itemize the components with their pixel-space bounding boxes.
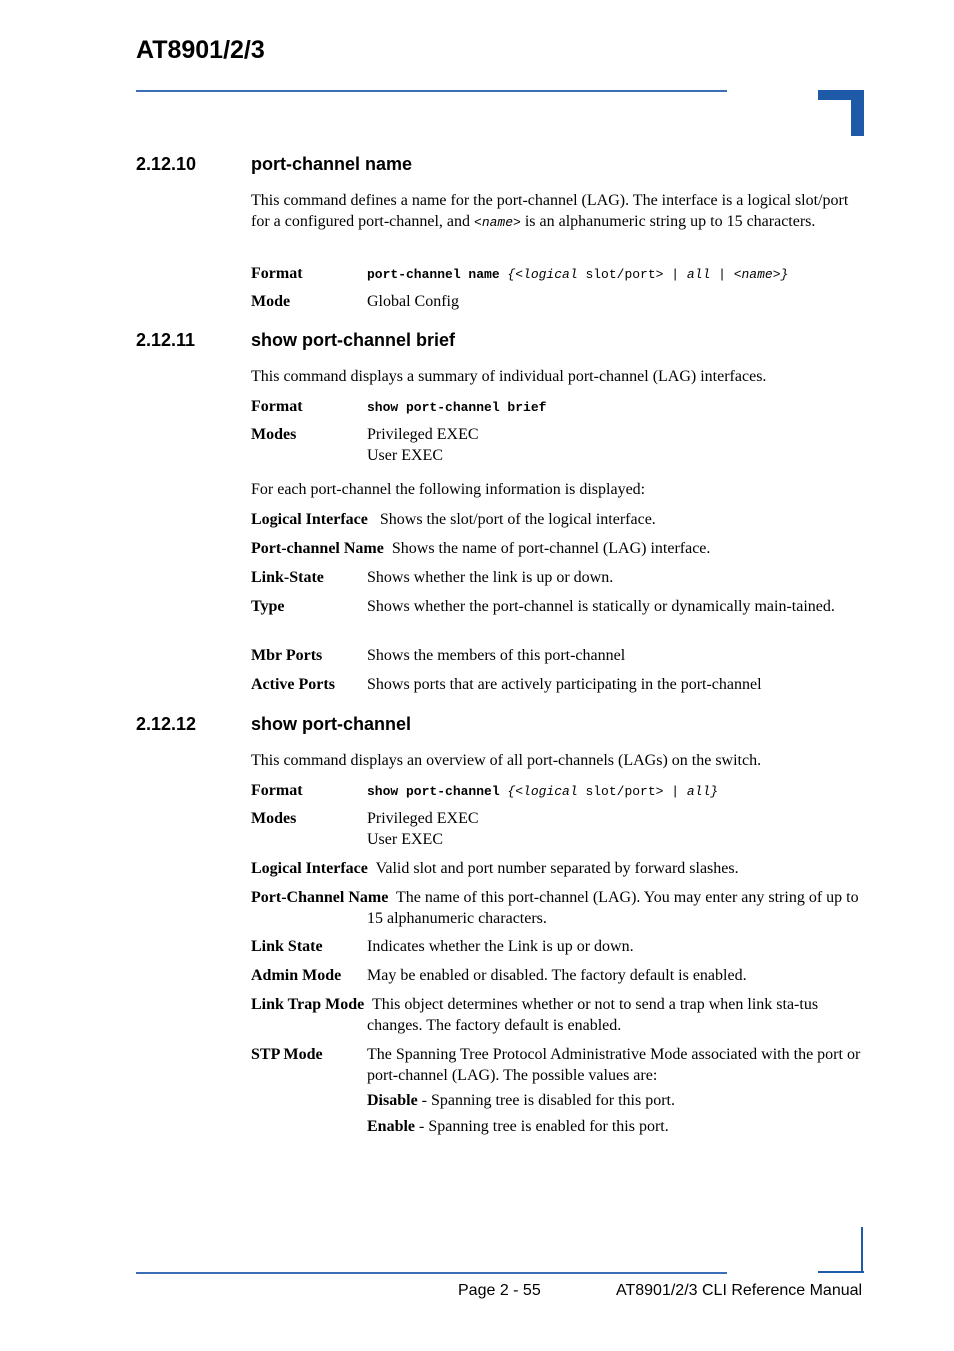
stp-value-disable [251, 1090, 863, 1111]
section-title: show port-channel brief [251, 330, 456, 350]
field-port-channel-name [251, 538, 863, 559]
mode-value: Global Config [367, 293, 459, 310]
field-term: Link State [251, 938, 323, 955]
document-title: AT8901/2/3 [136, 36, 265, 64]
intro-text: This command defines a name for the port-channel (LAG). The interface is a logical slot/port for a configured port-channel, and [251, 192, 849, 230]
stp-value-desc: - Spanning tree is enabled for this port. [415, 1118, 669, 1135]
field-active-ports [251, 674, 863, 695]
field-desc: Shows whether the link is up or down. [367, 569, 614, 586]
corner-mark-bottom [861, 1227, 863, 1273]
mode-privileged-exec: Privileged EXEC [367, 426, 479, 443]
field-desc: Shows the name of port-channel (LAG) interface. [391, 540, 711, 557]
field-logical-interface [251, 858, 863, 879]
footer-rule [136, 1272, 727, 1274]
field-admin-mode [251, 965, 863, 986]
mode-user-exec: User EXEC [367, 831, 443, 848]
header-rule [136, 90, 727, 92]
field-stp-mode [251, 1044, 863, 1086]
field-link-state [251, 567, 863, 588]
manual-title: AT8901/2/3 CLI Reference Manual [616, 1282, 863, 1299]
format-syntax: port-channel name {<logical slot/port> | all | <name>} [367, 267, 789, 282]
field-term: Port-Channel Name [251, 889, 389, 906]
field-desc: Shows whether the port-channel is statically or dynamically main-tained. [367, 598, 835, 615]
section-intro [251, 190, 863, 233]
stp-value-desc: - Spanning tree is disabled for this port. [417, 1092, 675, 1109]
field-desc: The name of this port-channel (LAG). You may enter any string of up to 15 alphanumeric characters. [367, 889, 859, 927]
field-term: STP Mode [251, 1046, 323, 1063]
format-row [251, 263, 863, 285]
section-title: port-channel name [251, 154, 413, 174]
modes-label: Modes [251, 810, 297, 827]
field-type [251, 596, 863, 617]
name-variable: <name> [474, 215, 521, 230]
section-number: 2.12.12 [136, 714, 197, 734]
field-term: Active Ports [251, 676, 335, 693]
field-term: Logical Interface [251, 860, 368, 877]
stp-value-name: Disable [367, 1092, 418, 1109]
stp-value-enable [251, 1116, 863, 1137]
format-label: Format [251, 398, 303, 415]
format-row [251, 396, 863, 418]
modes-row [251, 424, 863, 466]
field-term: Admin Mode [251, 967, 342, 984]
format-syntax: show port-channel brief [367, 400, 547, 415]
field-term: Mbr Ports [251, 647, 323, 664]
field-term: Port-channel Name [251, 540, 384, 557]
section-heading-port-channel-name [136, 154, 412, 175]
modes-label: Modes [251, 426, 297, 443]
section-number: 2.12.11 [136, 330, 196, 350]
field-logical-interface [251, 509, 863, 530]
field-desc: Shows the members of this port-channel [367, 647, 626, 664]
format-label: Format [251, 782, 303, 799]
section-intro: This command displays an overview of all port-channels (LAGs) on the switch. [251, 752, 762, 769]
format-syntax: show port-channel {<logical slot/port> | all} [367, 784, 719, 799]
mode-row [251, 291, 863, 312]
section-heading-show-port-channel [136, 714, 411, 735]
stp-value-name: Enable [367, 1118, 416, 1135]
section-number: 2.12.10 [136, 154, 197, 174]
field-port-channel-name [251, 887, 863, 929]
field-term: Logical Interface [251, 511, 368, 528]
intro-text-end: is an alphanumeric string up to 15 characters. [520, 213, 816, 230]
field-desc: The Spanning Tree Protocol Administrative Mode associated with the port or port-channel (LAG). The possible values are: [367, 1046, 861, 1084]
corner-mark-bottom-horizontal [818, 1271, 864, 1273]
field-mbr-ports [251, 645, 863, 666]
field-desc: Indicates whether the Link is up or down. [367, 938, 634, 955]
format-row [251, 780, 863, 802]
field-term: Link Trap Mode [251, 996, 365, 1013]
section-heading-show-port-channel-brief [136, 330, 455, 351]
modes-row [251, 808, 863, 850]
corner-mark-top-vertical [851, 90, 864, 136]
field-desc: This object determines whether or not to send a trap when link sta-tus changes. The factory default is enabled. [367, 996, 819, 1034]
field-link-trap-mode [251, 994, 863, 1036]
mode-user-exec: User EXEC [367, 447, 443, 464]
mode-privileged-exec: Privileged EXEC [367, 810, 479, 827]
field-link-state [251, 936, 863, 957]
page-number: Page 2 - 55 [458, 1282, 541, 1299]
section-title: show port-channel [251, 714, 412, 734]
mode-label: Mode [251, 293, 291, 310]
modes-value [367, 424, 863, 466]
section-intro: This command displays a summary of individual port-channel (LAG) interfaces. [251, 368, 767, 385]
modes-value [367, 808, 863, 850]
info-text: For each port-channel the following information is displayed: [251, 481, 646, 498]
field-term: Type [251, 598, 285, 615]
field-desc: Shows ports that are actively participating in the port-channel [367, 676, 762, 693]
field-term: Link-State [251, 569, 324, 586]
format-label: Format [251, 265, 303, 282]
field-desc: May be enabled or disabled. The factory default is enabled. [367, 967, 747, 984]
field-desc: Shows the slot/port of the logical interface. [379, 511, 656, 528]
field-desc: Valid slot and port number separated by forward slashes. [375, 860, 739, 877]
